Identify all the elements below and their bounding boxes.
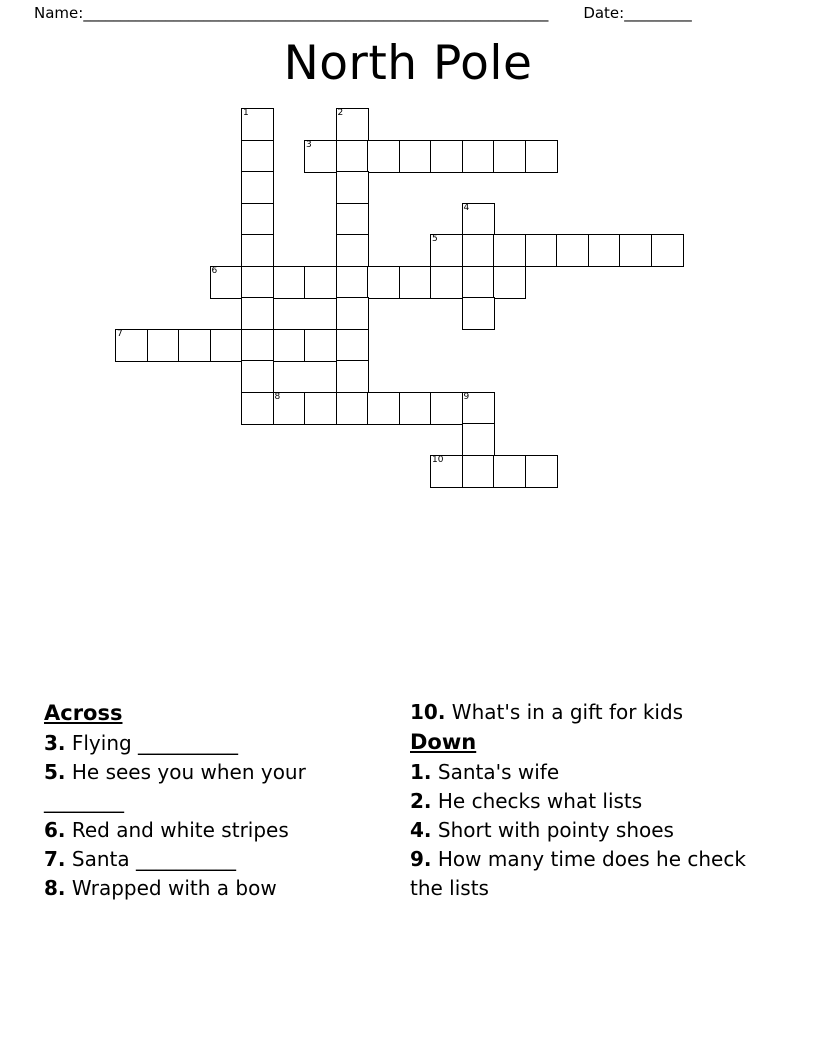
clue-number: 5.: [44, 760, 66, 784]
crossword-cell[interactable]: [367, 140, 400, 173]
crossword-cell[interactable]: [399, 266, 432, 299]
clues-column-right: [410, 698, 750, 903]
crossword-cell[interactable]: [273, 392, 306, 425]
cell-number: 8: [274, 391, 281, 402]
crossword-cell[interactable]: [493, 234, 526, 267]
down-heading: Down: [410, 730, 477, 754]
clue-across-3: [44, 729, 384, 758]
crossword-cell[interactable]: [147, 329, 180, 362]
crossword-cell[interactable]: [241, 171, 274, 204]
clue-text: Short with pointy shoes: [437, 818, 674, 842]
clue-down-9: [410, 845, 750, 903]
clue-text: Wrapped with a bow: [71, 876, 277, 900]
cell-number: 1: [243, 108, 249, 118]
worksheet-header: [34, 0, 782, 26]
crossword-cell[interactable]: [336, 203, 369, 236]
cell-number: 10: [432, 454, 444, 465]
clue-across-7: [44, 845, 384, 874]
crossword-cell[interactable]: [367, 266, 400, 299]
crossword-grid: [0, 108, 816, 538]
clue-number: 10.: [410, 700, 446, 724]
crossword-cell[interactable]: [336, 171, 369, 204]
crossword-cell[interactable]: [556, 234, 589, 267]
crossword-cell[interactable]: [241, 266, 274, 299]
clue-number: 7.: [44, 847, 66, 871]
crossword-cell[interactable]: [493, 455, 526, 488]
crossword-cell[interactable]: [241, 392, 274, 425]
clue-text: He checks what lists: [437, 789, 643, 813]
crossword-cell[interactable]: [336, 392, 369, 425]
crossword-cell[interactable]: [462, 297, 495, 330]
crossword-cell[interactable]: [304, 266, 337, 299]
clue-number: 4.: [410, 818, 432, 842]
clue-across-5: [44, 758, 384, 816]
crossword-cell[interactable]: [336, 234, 369, 267]
crossword-cell[interactable]: [304, 329, 337, 362]
crossword-cell[interactable]: [336, 140, 369, 173]
crossword-cell[interactable]: [493, 140, 526, 173]
crossword-cell[interactable]: [304, 392, 337, 425]
cell-number: 3: [306, 139, 312, 150]
cell-number: 9: [463, 391, 470, 402]
crossword-cell[interactable]: [241, 203, 274, 236]
crossword-cell[interactable]: [178, 329, 211, 362]
clues-column-left: [44, 698, 384, 903]
crossword-cell[interactable]: [210, 329, 243, 362]
crossword-cell[interactable]: [241, 297, 274, 330]
crossword-cell[interactable]: [462, 234, 495, 267]
clue-text: Red and white stripes: [71, 818, 289, 842]
crossword-cell[interactable]: [336, 297, 369, 330]
date-label: Date:: [583, 4, 625, 22]
clue-text: What's in a gift for kids: [451, 700, 684, 724]
clue-number: 1.: [410, 760, 432, 784]
cell-number: 5: [432, 234, 438, 244]
crossword-cell[interactable]: [336, 360, 369, 393]
clue-number: 9.: [410, 847, 432, 871]
clue-text: Flying __________: [71, 731, 239, 755]
crossword-cell[interactable]: [462, 423, 495, 456]
name-input-line[interactable]: ______________________________________________________________: [83, 4, 549, 22]
clue-number: 8.: [44, 876, 66, 900]
cell-number: 6: [211, 265, 218, 276]
crossword-cell[interactable]: [525, 234, 558, 267]
crossword-cell[interactable]: [462, 266, 495, 299]
crossword-cell[interactable]: [462, 455, 495, 488]
crossword-cell[interactable]: [273, 329, 306, 362]
crossword-cell[interactable]: [588, 234, 621, 267]
crossword-cell[interactable]: [241, 234, 274, 267]
crossword-cell[interactable]: [336, 108, 369, 141]
crossword-cell[interactable]: [210, 266, 243, 299]
crossword-cell[interactable]: [525, 455, 558, 488]
crossword-cell[interactable]: [462, 392, 495, 425]
crossword-cell[interactable]: [336, 329, 369, 362]
crossword-cell[interactable]: [430, 392, 463, 425]
page-title: North Pole: [283, 36, 533, 91]
clue-number: 6.: [44, 818, 66, 842]
crossword-cell[interactable]: [651, 234, 684, 267]
clue-down-2: [410, 787, 750, 816]
crossword-cell[interactable]: [241, 360, 274, 393]
crossword-cell[interactable]: [241, 140, 274, 173]
clue-text: How many time does he check the lists: [410, 847, 746, 900]
crossword-cell[interactable]: [241, 329, 274, 362]
crossword-cell[interactable]: [115, 329, 148, 362]
crossword-cell[interactable]: [430, 234, 463, 267]
crossword-cell[interactable]: [462, 203, 495, 236]
crossword-cell[interactable]: [399, 140, 432, 173]
clue-text: He sees you when your ________: [44, 760, 306, 813]
clue-across-8: [44, 874, 384, 903]
across-heading: Across: [44, 701, 123, 725]
date-input-line[interactable]: _________: [624, 4, 692, 22]
crossword-cell[interactable]: [619, 234, 652, 267]
crossword-cell[interactable]: [241, 108, 274, 141]
crossword-cell[interactable]: [399, 392, 432, 425]
clue-number: 2.: [410, 789, 432, 813]
crossword-cell[interactable]: [336, 266, 369, 299]
crossword-cell[interactable]: [525, 140, 558, 173]
crossword-cell[interactable]: [273, 266, 306, 299]
clue-text: Santa's wife: [437, 760, 560, 784]
clue-text: Santa __________: [71, 847, 236, 871]
clue-number: 3.: [44, 731, 66, 755]
name-label: Name:: [34, 4, 84, 22]
crossword-cell[interactable]: [304, 140, 337, 173]
crossword-cell[interactable]: [430, 140, 463, 173]
crossword-cell[interactable]: [462, 140, 495, 173]
clue-across-6: [44, 816, 384, 845]
crossword-cell[interactable]: [367, 392, 400, 425]
crossword-cell[interactable]: [430, 266, 463, 299]
clues-section: [44, 698, 774, 988]
crossword-cell[interactable]: [430, 455, 463, 488]
cell-number: 2: [337, 108, 344, 118]
clue-down-4: [410, 816, 750, 845]
clue-down-1: [410, 758, 750, 787]
crossword-cell[interactable]: [493, 266, 526, 299]
cell-number: 7: [117, 328, 123, 339]
clue-across-10: [410, 698, 750, 727]
cell-number: 4: [463, 202, 470, 213]
